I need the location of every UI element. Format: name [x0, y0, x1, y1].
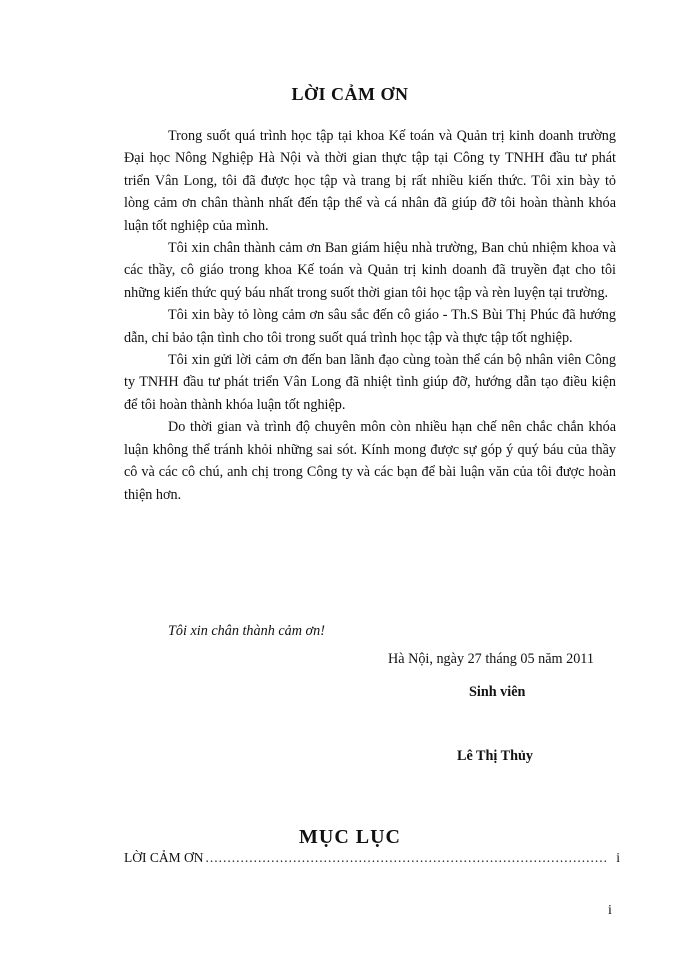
toc-title: MỤC LỤC [299, 826, 401, 848]
toc-entry-page: i [616, 850, 620, 865]
acknowledgement-title: LỜI CẢM ƠN [291, 84, 409, 104]
acknowledgement-paragraph: Do thời gian và trình độ chuyên môn còn nhiều hạn chế nên chắc chắn khóa luận không thể tránh khỏi những sai sót. Kính mong được sự góp ý quý báu của thầy cô và các cô chú, anh chị trong Công ty và các bạn để bài luận văn của tôi được hoàn thiện hơn. [124, 419, 616, 503]
toc-entry-label: LỜI CẢM ƠN [124, 850, 204, 865]
acknowledgement-paragraph: Tôi xin gửi lời cảm ơn đến ban lãnh đạo cùng toàn thể cán bộ nhân viên Công ty TNHH đầu tư phát triển Vân Long đã nhiệt tình giúp đỡ, hướng dẫn tạo điều kiện để tôi hoàn thành khóa luận tốt nghiệp. [124, 352, 616, 413]
acknowledgement-paragraph: Tôi xin chân thành cảm ơn Ban giám hiệu nhà trường, Ban chủ nhiệm khoa và các thầy, cô giáo trong khoa Kế toán và Quản trị kinh doanh đã truyền đạt cho tôi những kiến thức quý báu nhất trong suốt thời gian tôi học tập và rèn luyện tại trường. [124, 240, 616, 301]
toc-entry[interactable] [124, 850, 620, 866]
page-number: i [608, 903, 612, 918]
acknowledgement-paragraph: Trong suốt quá trình học tập tại khoa Kế toán và Quản trị kinh doanh trường Đại học Nông Nghiệp Hà Nội và thời gian thực tập tại Công ty TNHH đầu tư phát triển Vân Long, tôi đã được học tập và trang bị rất nhiều kiến thức. Tôi xin bày tỏ lòng cảm ơn chân thành nhất đến tập thể và cá nhân đã giúp đỡ tôi hoàn thành khóa luận tốt nghiệp của mình. [124, 128, 616, 234]
signer-name: Lê Thị Thủy [457, 748, 533, 764]
acknowledgement-paragraph: Tôi xin bày tỏ lòng cảm ơn sâu sắc đến cô giáo - Th.S Bùi Thị Phúc đã hướng dẫn, chỉ bảo tận tình cho tôi trong suốt quá trình học tập và thực tập tốt nghiệp. [124, 307, 616, 346]
signer-role: Sinh viên [469, 684, 526, 700]
closing-line: Tôi xin chân thành cảm ơn! [168, 623, 325, 639]
toc-leader-dots [206, 850, 607, 866]
acknowledgement-body [124, 125, 616, 506]
date-line: Hà Nội, ngày 27 tháng 05 năm 2011 [388, 651, 594, 667]
